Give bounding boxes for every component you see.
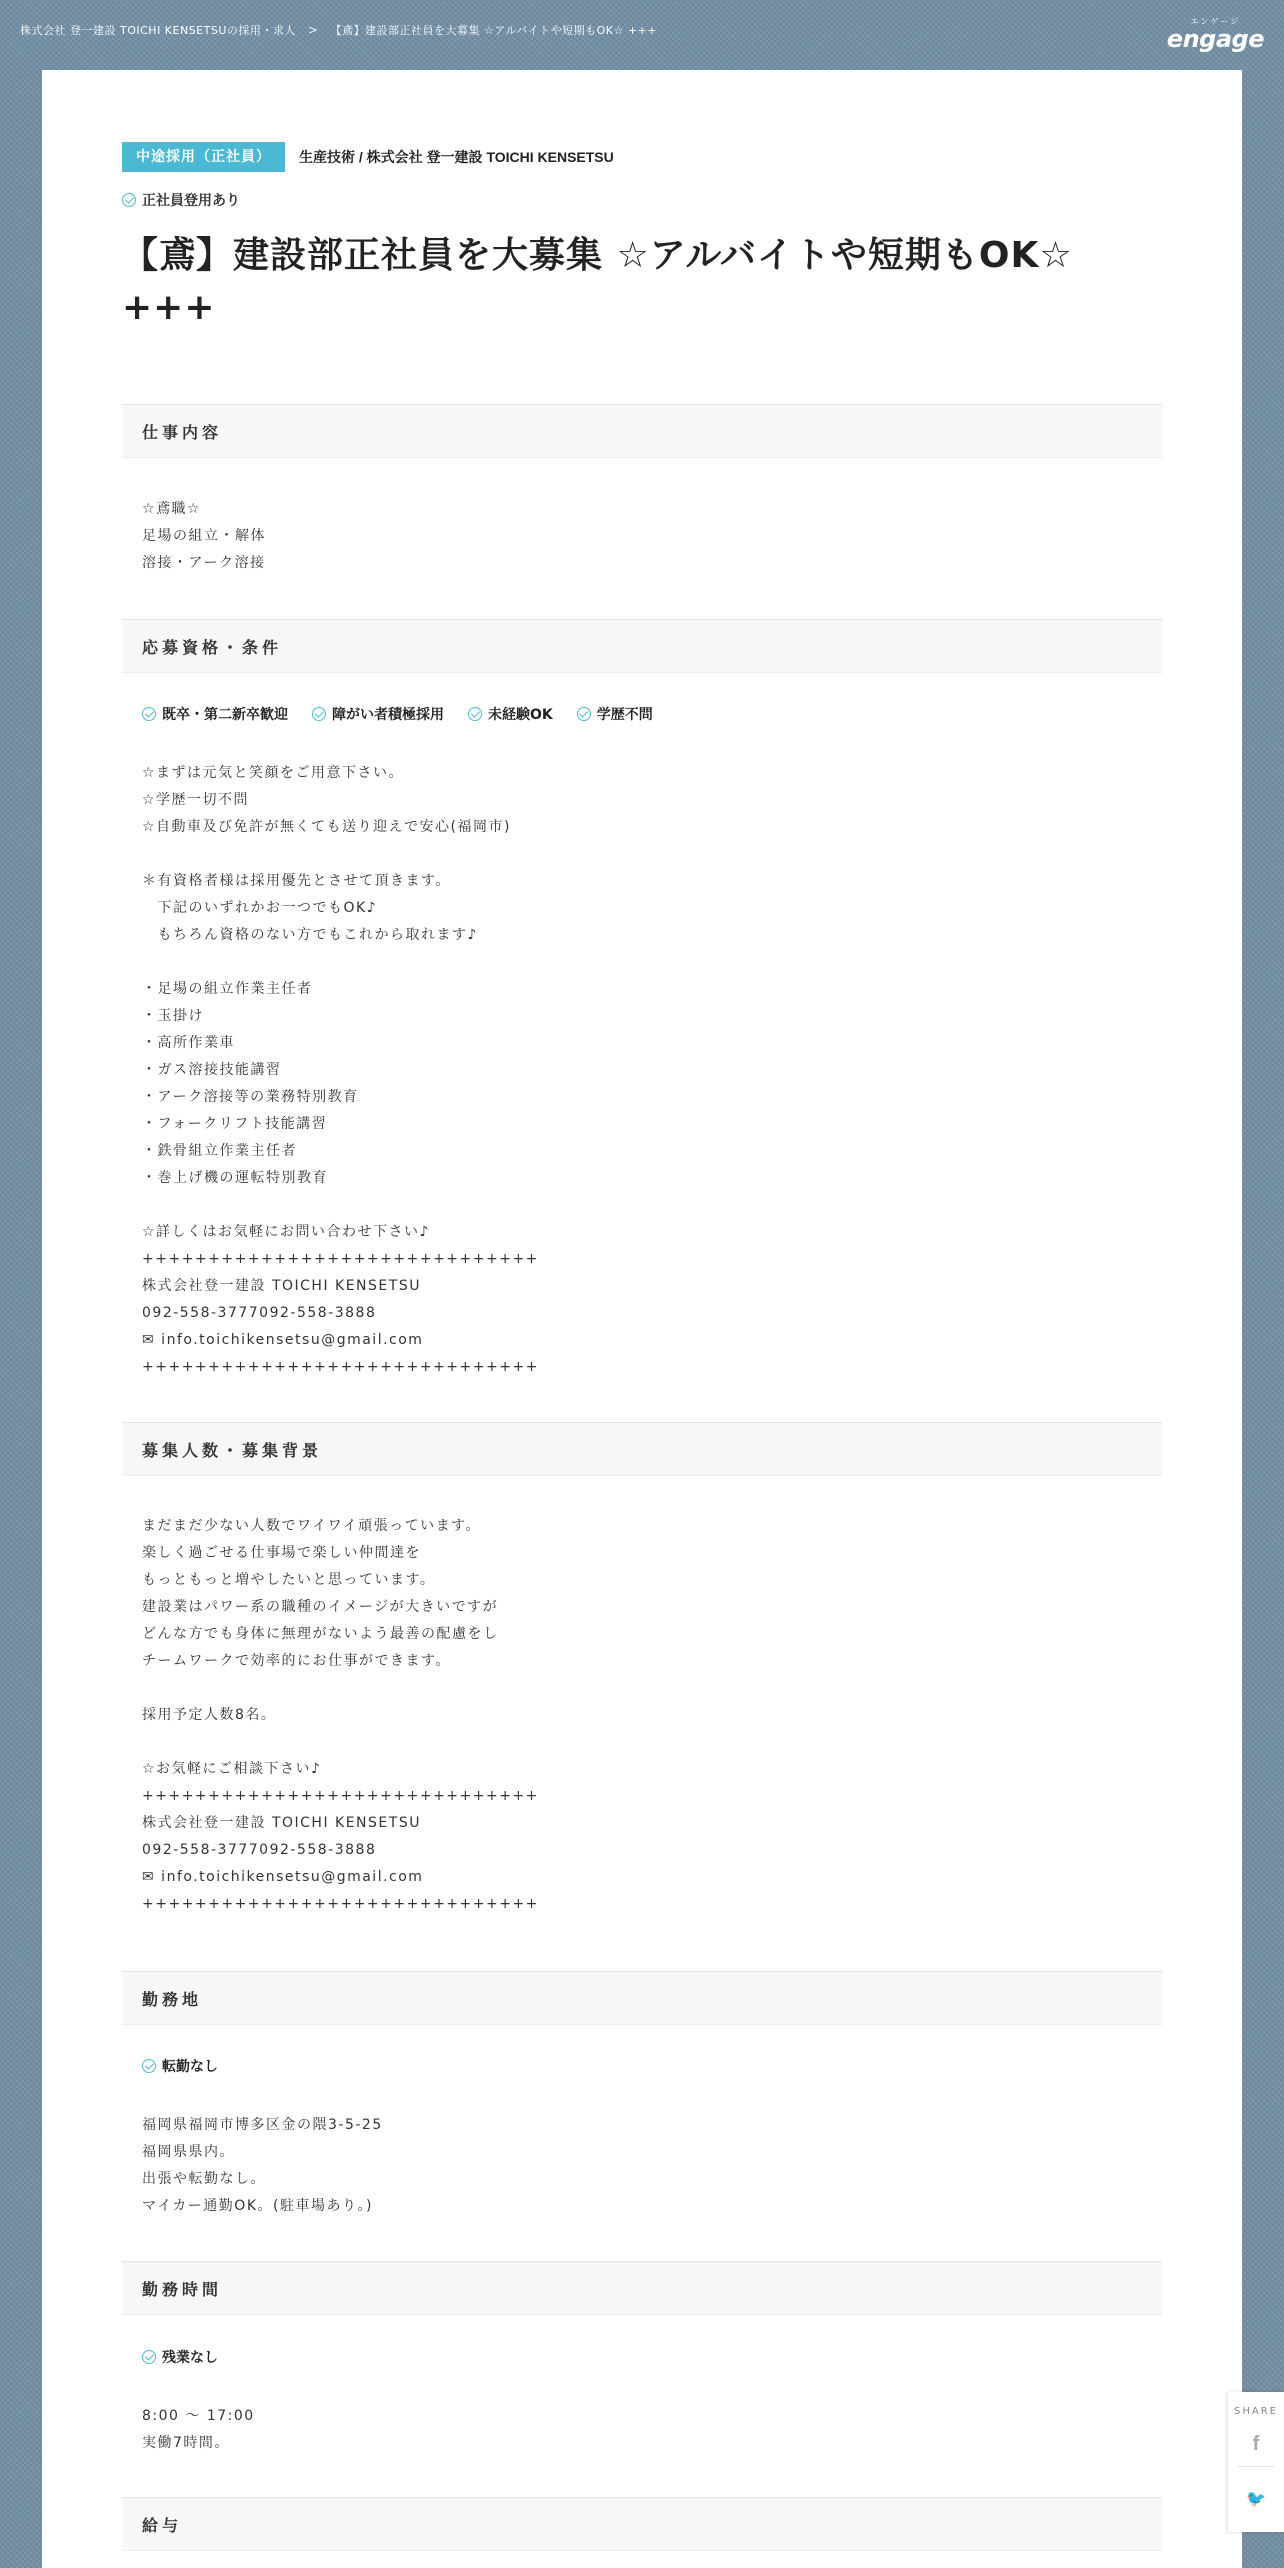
location-chips xyxy=(142,2056,218,2076)
hours-chips xyxy=(142,2347,218,2367)
section-heading-salary: 給与 xyxy=(122,2497,1162,2551)
location-chip xyxy=(142,2056,218,2076)
hours-chip xyxy=(142,2347,218,2367)
section-body-hours: 8:00 ～ 17:00 実働7時間。 xyxy=(142,2408,255,2451)
requirement-chip xyxy=(468,704,553,724)
share-panel xyxy=(1228,2392,1284,2532)
check-circle-icon xyxy=(142,2059,156,2073)
section-body-requirements: ☆まずは元気と笑顔をご用意下さい。 ☆学歴一切不問 ☆自動車及び免許が無くても送り迎えで安心(福岡市) ＊有資格者様は採用優先とさせて頂きます。 下記のいずれかお一つでもOK♪ もちろん資格のない方でもこれから取れます♪ ・足場の組立作業主任者 ・玉掛け ・高所作業車 ・ガス溶接技能講習 ・アーク溶接等の業務特別教育 ・フォークリフト技能講習 ・鉄骨組立作業主任者 ・巻上げ機の運転特別教育 ☆詳しくはお気軽にお問い合わせ下さい♪ ++++++++++++++++++++++++++++++ 株式会社登一建設 TOICHI KENSETSU 092-558-3777092-558-3888 ✉ info.toichikensetsu@gmail.com ++++++++++++++++++++++++++++++ xyxy=(142,765,539,1375)
check-circle-icon xyxy=(468,707,482,721)
job-detail-card xyxy=(42,70,1242,2568)
breadcrumb-company-link[interactable]: 株式会社 登一建設 TOICHI KENSETSUの採用・求人 xyxy=(20,24,296,37)
twitter-icon[interactable]: 🐦 xyxy=(1246,2491,1266,2508)
breadcrumb xyxy=(20,20,657,40)
section-heading-recruitment: 募集人数・募集背景 xyxy=(122,1422,1162,1476)
top-bar xyxy=(0,0,1284,70)
requirement-chip-label: 既卒・第二新卒歓迎 xyxy=(162,707,288,723)
hours-chip-label: 残業なし xyxy=(162,2350,218,2366)
check-circle-icon xyxy=(122,193,136,207)
section-body-location: 福岡県福岡市博多区金の隈3-5-25 福岡県県内。 出張や転勤なし。 マイカー通勤OK。(駐車場あり。) xyxy=(142,2117,383,2214)
share-divider xyxy=(1238,2466,1274,2467)
hire-note-label: 正社員登用あり xyxy=(142,193,240,209)
check-circle-icon xyxy=(577,707,591,721)
share-label: SHARE xyxy=(1234,2406,1278,2417)
requirement-chips xyxy=(142,704,653,724)
facebook-icon[interactable]: f xyxy=(1252,2433,1260,2455)
section-heading-duties: 仕事内容 xyxy=(122,404,1162,458)
requirement-chip xyxy=(142,704,288,724)
section-heading-hours: 勤務時間 xyxy=(122,2261,1162,2315)
requirement-chip xyxy=(577,704,653,724)
logo-word: engage xyxy=(1166,25,1264,53)
employment-type-badge: 中途採用（正社員） xyxy=(122,142,285,172)
job-title: 【鳶】建設部正社員を大募集 ☆アルバイトや短期もOK☆ +++ xyxy=(122,235,1073,328)
job-tags xyxy=(122,142,614,172)
requirement-chip xyxy=(312,704,444,724)
location-chip-label: 転勤なし xyxy=(162,2059,218,2075)
section-body-recruitment: まだまだ少ない人数でワイワイ頑張っています。 楽しく過ごせる仕事場で楽しい仲間達を もっともっと増やしたいと思っています。 建設業はパワー系の職種のイメージが大きいですが どんな方でも身体に無理がないよう最善の配慮をし チームワークで効率的にお仕事ができます。 採用予定人数8名。 ☆お気軽にご相談下さい♪ ++++++++++++++++++++++++++++++ 株式会社登一建設 TOICHI KENSETSU 092-558-3777092-558-3888 ✉ info.toichikensetsu@gmail.com ++++++++++++++++++++++++++++++ xyxy=(142,1518,539,1912)
check-circle-icon xyxy=(312,707,326,721)
logo-kana: エンゲージ xyxy=(1190,17,1241,26)
check-circle-icon xyxy=(142,707,156,721)
job-category: 生産技術 / 株式会社 登一建設 TOICHI KENSETSU xyxy=(299,149,614,165)
breadcrumb-separator: > xyxy=(307,23,319,37)
section-heading-location: 勤務地 xyxy=(122,1971,1162,2025)
requirement-chip-label: 学歴不問 xyxy=(596,707,653,723)
section-body-duties: ☆鳶職☆ 足場の組立・解体 溶接・アーク溶接 xyxy=(142,501,266,571)
hire-note xyxy=(122,190,240,210)
requirement-chip-label: 障がい者積極採用 xyxy=(332,707,444,723)
breadcrumb-current: 【鳶】建設部正社員を大募集 ☆アルバイトや短期もOK☆ +++ xyxy=(330,24,657,37)
check-circle-icon xyxy=(142,2350,156,2364)
requirement-chip-label: 未経験OK xyxy=(488,707,553,723)
section-heading-requirements: 応募資格・条件 xyxy=(122,619,1162,673)
engage-logo[interactable] xyxy=(1167,16,1264,53)
